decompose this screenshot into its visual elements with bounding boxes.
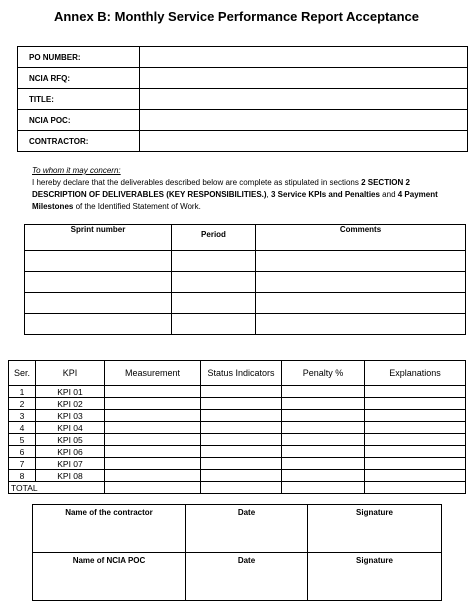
total-status-cell[interactable]: [201, 482, 282, 494]
explanation-cell[interactable]: [365, 458, 466, 470]
kpi-cell: KPI 03: [36, 410, 105, 422]
ser-cell: 6: [9, 446, 36, 458]
status-cell[interactable]: [201, 446, 282, 458]
penalty-cell[interactable]: [282, 422, 365, 434]
info-value-field[interactable]: [140, 68, 468, 89]
sprint-cell[interactable]: [172, 314, 256, 335]
info-label: CONTRACTOR:: [18, 131, 140, 152]
sprint-cell[interactable]: [256, 293, 466, 314]
kpi-cell: KPI 04: [36, 422, 105, 434]
document-title: Annex B: Monthly Service Performance Report Acceptance: [53, 9, 420, 24]
kpi-row: [9, 446, 466, 458]
info-row: [18, 131, 468, 152]
ser-cell: 3: [9, 410, 36, 422]
salutation: To whom it may concern:: [32, 166, 121, 175]
declaration-text-part: and: [379, 190, 398, 199]
measurement-cell[interactable]: [105, 446, 201, 458]
ser-cell: 2: [9, 398, 36, 410]
explanation-cell[interactable]: [365, 386, 466, 398]
declaration-text: [32, 177, 462, 213]
status-cell[interactable]: [201, 434, 282, 446]
contractor-signature-row: [33, 505, 442, 553]
explanation-cell[interactable]: [365, 410, 466, 422]
status-cell[interactable]: [201, 386, 282, 398]
kpi-cell: KPI 02: [36, 398, 105, 410]
poc-name-field[interactable]: Name of NCIA POC: [33, 553, 186, 601]
penalty-cell[interactable]: [282, 386, 365, 398]
total-label: TOTAL: [9, 482, 105, 494]
total-explanation-cell[interactable]: [365, 482, 466, 494]
contractor-date-field[interactable]: Date: [186, 505, 308, 553]
info-table: [17, 46, 468, 152]
info-row: [18, 89, 468, 110]
kpi-cell: KPI 08: [36, 470, 105, 482]
explanation-cell[interactable]: [365, 398, 466, 410]
poc-signature-field[interactable]: Signature: [308, 553, 442, 601]
info-label: TITLE:: [18, 89, 140, 110]
sprint-cell[interactable]: [256, 314, 466, 335]
ser-cell: 7: [9, 458, 36, 470]
penalty-header: Penalty %: [282, 361, 365, 386]
info-value-field[interactable]: [140, 47, 468, 68]
section-reference: 4 Payment Milestones: [32, 190, 438, 211]
explanation-cell[interactable]: [365, 434, 466, 446]
info-label: NCIA POC:: [18, 110, 140, 131]
penalty-cell[interactable]: [282, 410, 365, 422]
sprint-row: [25, 293, 466, 314]
kpi-cell: KPI 07: [36, 458, 105, 470]
comments-header: Comments: [256, 225, 466, 251]
kpi-row: [9, 458, 466, 470]
sprint-header-row: [25, 225, 466, 251]
period-header: Period: [172, 225, 256, 251]
ser-cell: 4: [9, 422, 36, 434]
penalty-cell[interactable]: [282, 398, 365, 410]
sprint-table: [24, 224, 466, 335]
status-cell[interactable]: [201, 398, 282, 410]
status-cell[interactable]: [201, 410, 282, 422]
kpi-cell: KPI 05: [36, 434, 105, 446]
poc-signature-row: [33, 553, 442, 601]
penalty-cell[interactable]: [282, 470, 365, 482]
measurement-cell[interactable]: [105, 458, 201, 470]
sprint-cell[interactable]: [172, 293, 256, 314]
sprint-row: [25, 314, 466, 335]
info-row: [18, 68, 468, 89]
explanation-cell[interactable]: [365, 470, 466, 482]
kpi-table: [8, 360, 466, 494]
info-row: [18, 110, 468, 131]
sprint-cell[interactable]: [172, 272, 256, 293]
total-row: [9, 482, 466, 494]
declaration-paragraph: [32, 165, 462, 213]
measurement-cell[interactable]: [105, 470, 201, 482]
sprint-cell[interactable]: [25, 293, 172, 314]
declaration-text-part: of the Identified Statement of Work.: [73, 202, 201, 211]
info-row: [18, 47, 468, 68]
total-penalty-cell[interactable]: [282, 482, 365, 494]
ser-cell: 5: [9, 434, 36, 446]
status-cell[interactable]: [201, 422, 282, 434]
penalty-cell[interactable]: [282, 458, 365, 470]
measurement-cell[interactable]: [105, 422, 201, 434]
kpi-row: [9, 398, 466, 410]
poc-date-field[interactable]: Date: [186, 553, 308, 601]
measurement-cell[interactable]: [105, 410, 201, 422]
sprint-cell[interactable]: [172, 251, 256, 272]
kpi-row: [9, 434, 466, 446]
ser-header: Ser.: [9, 361, 36, 386]
status-indicators-header: Status Indicators: [201, 361, 282, 386]
measurement-header: Measurement: [105, 361, 201, 386]
info-value-field[interactable]: [140, 110, 468, 131]
measurement-cell[interactable]: [105, 386, 201, 398]
sprint-cell[interactable]: [25, 272, 172, 293]
sprint-cell[interactable]: [25, 251, 172, 272]
info-value-field[interactable]: [140, 131, 468, 152]
measurement-cell[interactable]: [105, 398, 201, 410]
explanation-cell[interactable]: [365, 446, 466, 458]
ser-cell: 8: [9, 470, 36, 482]
info-value-field[interactable]: [140, 89, 468, 110]
status-cell[interactable]: [201, 458, 282, 470]
kpi-header-row: [9, 361, 466, 386]
sprint-row: [25, 272, 466, 293]
ser-cell: 1: [9, 386, 36, 398]
contractor-name-field[interactable]: Name of the contractor: [33, 505, 186, 553]
sprint-cell[interactable]: [256, 272, 466, 293]
kpi-row: [9, 470, 466, 482]
measurement-cell[interactable]: [105, 434, 201, 446]
signature-table: [32, 504, 442, 601]
sprint-cell[interactable]: [256, 251, 466, 272]
status-cell[interactable]: [201, 470, 282, 482]
kpi-header: KPI: [36, 361, 105, 386]
section-reference: 2 SECTION 2 DESCRIPTION OF DELIVERABLES (KEY RESPONSIBILITIES.): [32, 178, 410, 199]
section-reference: 3 Service KPIs and Penalties: [271, 190, 380, 199]
declaration-text-part: I hereby declare that the deliverables described below are complete as stipulated in sections: [32, 178, 362, 187]
info-label: NCIA RFQ:: [18, 68, 140, 89]
kpi-row: [9, 386, 466, 398]
explanations-header: Explanations: [365, 361, 466, 386]
penalty-cell[interactable]: [282, 446, 365, 458]
sprint-number-header: Sprint number: [25, 225, 172, 251]
declaration-text-part: ,: [266, 190, 271, 199]
sprint-row: [25, 251, 466, 272]
penalty-cell[interactable]: [282, 434, 365, 446]
sprint-cell[interactable]: [25, 314, 172, 335]
total-measurement-cell[interactable]: [105, 482, 201, 494]
kpi-cell: KPI 06: [36, 446, 105, 458]
explanation-cell[interactable]: [365, 422, 466, 434]
contractor-signature-field[interactable]: Signature: [308, 505, 442, 553]
kpi-cell: KPI 01: [36, 386, 105, 398]
kpi-row: [9, 422, 466, 434]
kpi-row: [9, 410, 466, 422]
info-label: PO NUMBER:: [18, 47, 140, 68]
